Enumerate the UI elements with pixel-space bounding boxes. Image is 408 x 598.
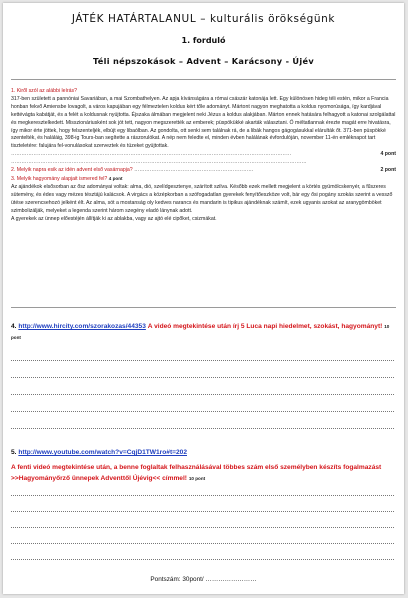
round-label: 1. forduló xyxy=(181,36,226,45)
answer-line xyxy=(11,543,394,544)
score-footer: Pontszám: 30pont/ …………………… xyxy=(150,576,257,583)
question-3-text: Az ajándékok elsősorban az ősz adományai voltak: alma, dió, szelídgesztenye, szárított szilva. Később ezek mellett megjelent a körtés gyümölcskenyér, a fűszeres sütemény, és édes vagy mézes tésztájú kalácsok. A virgács a középkorban a szófogadatlan gyerekek fenyítőeszköze volt, bár egy ősi pogány szokás szerint a vessző ütése szerencsehozó jelként élt. Az alma, sót a mostanság oly kedves narancs és mandarin is tipikus ajándéknak számít, ezek ugyanis azokat az aranygömböket szimbolizálják, melyeket a legenda szerint három szegény eladó lánynak adott. xyxy=(11,183,393,214)
question-1-answer-line: 4 pont ……………………………………………………………………………………………………………………………………………… xyxy=(11,151,396,158)
question-5 xyxy=(11,447,396,484)
answer-line xyxy=(11,377,394,378)
answer-line xyxy=(11,527,394,528)
answer-line xyxy=(11,511,394,512)
answer-line xyxy=(11,495,394,496)
question-3-points: 4 pont xyxy=(108,175,123,181)
answer-line xyxy=(11,394,394,395)
question-4 xyxy=(11,321,396,343)
question-4-points: 10 pont xyxy=(11,324,390,340)
header xyxy=(3,12,404,67)
question-1-answer-line-2: ……………………………………………………………………………………………………………………………………………………… xyxy=(11,159,307,166)
question-5-link[interactable]: http://www.youtube.com/watch?v=CqjD1TW1ro#t=202 xyxy=(18,449,187,456)
worksheet-page xyxy=(3,3,404,594)
question-4-task: A videó megtekintése után írj 5 Luca napi hiedelmet, szokást, hagyományt! xyxy=(147,323,383,330)
answer-line xyxy=(11,428,394,429)
answer-line xyxy=(11,411,394,412)
question-4-link[interactable]: http://www.hircity.com/szorakozas/44353 xyxy=(18,323,146,330)
page-subtitle: Téli népszokások – Advent – Karácsony - Újév xyxy=(93,56,314,66)
divider xyxy=(11,307,396,308)
question-5-task: A fenti videó megtekintése után, a benne foglaltak felhasználásával többes szám első személyben készíts fogalmazást >>Hagyományőrző ünnepek Adventtől Újévig<< címmel! xyxy=(11,464,382,482)
question-1-points: 4 pont xyxy=(380,151,396,158)
question-1-title: 1. Kiről szól az alábbi leírás? xyxy=(11,88,78,94)
answer-line xyxy=(11,360,394,361)
question-4-number: 4. xyxy=(11,323,17,330)
answer-line xyxy=(11,559,394,560)
question-3-row xyxy=(11,175,396,184)
page-title: JÁTÉK HATÁRTALANUL – kulturális örökségünk xyxy=(71,13,336,25)
question-5-number: 5. xyxy=(11,449,17,456)
question-3-title: 3. Melyik hagyomány alapjait ismered fel? xyxy=(11,175,108,182)
question-1-text: 317-ben született a pannóniai Savariában, a mai Szombathelyen. Az apja kívánságára a római császár katonája lett. Egy különösen hideg téli estén, mikor a Francia honban fekvő Amiensbe lovagolt, a város kapujában egy félmeztelen koldus kért tőle adományt. Mártont nagyon meghatotta a koldus nyomorúsága, így kardjával kettévágta kabátját, és a felét a koldusnak nyújtotta. Éjszaka álmában megjelent neki Jézus a koldus alakjában. Márton ennek hatására felhagyott a katonai szolgálattal és megkeresztelkedett. Misszionáriusként sok jót tett, nagyon megszerették az emberek; püspökükké akarták választani. Ő méltatlannak érezte magát erre hivatásra, így mikor érte jöttek, hogy felszenteljék, elbújt egy libaólban. Az gondolta, ott senki sem találnak rá, de a libák hangos gágogásukkal elárulták őt. 371-ben püspökké szentelték, és haláláig, 398-ig Tours-ban segítette a rászorulókat. A nép nem feledte el, minden évben halálának évfordulóján, november 11-én emléknapot tart tiszteletére: falujára fel-vonulásokat szerveztek és tüzeket gyújtottak. xyxy=(11,95,396,150)
question-2-row: 2. Melyik napra esik az idén advent első vasárnapja? …………………………………………………………… 2 pont xyxy=(11,167,396,174)
questions-block xyxy=(11,88,396,223)
divider xyxy=(11,79,396,80)
question-2-title: 2. Melyik napra esik az idén advent első vasárnapja? xyxy=(11,167,133,174)
question-3-last: A gyerekek az ünnep előestéjén állítják ki az ablakba, vagy az ajtó elé cipőket, csizmákat. xyxy=(11,215,217,222)
question-5-points: 10 pont xyxy=(188,476,206,481)
question-2-points: 2 pont xyxy=(380,167,396,174)
